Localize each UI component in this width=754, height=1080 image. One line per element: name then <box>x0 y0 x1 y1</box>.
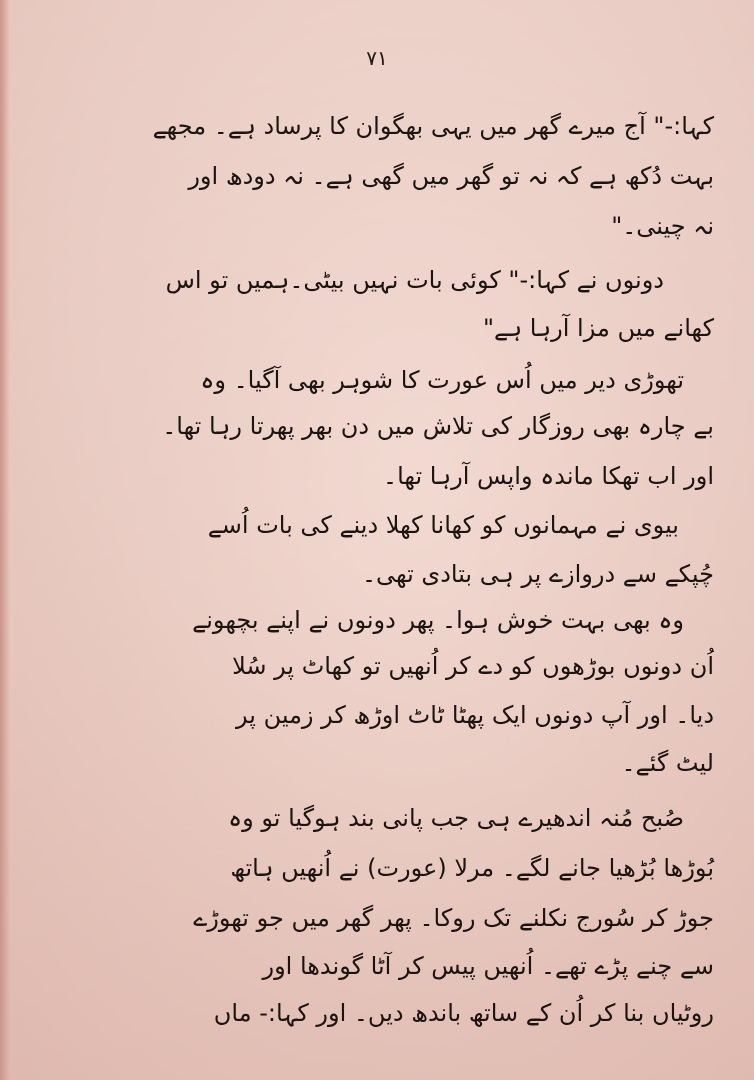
text-line-17: جوڑ کر سُورج نکلنے تک روکا۔ پھر گھر میں جو تھوڑے <box>193 904 714 932</box>
text-line-16: بُوڑھا بُڑھیا جانے لگے۔ مرلا (عورت) نے اُنھیں ہاتھ <box>230 854 714 882</box>
text-line-18: سے چنے پڑے تھے۔ اُنھیں پیس کر آٹا گوندھا اور <box>262 952 714 980</box>
page-number: ۷۱ <box>366 46 388 70</box>
text-line-19: روٹیاں بنا کر اُن کے ساتھ باندھ دیں۔ اور کہا:- ماں <box>213 999 714 1027</box>
text-line-6: تھوڑی دیر میں اُس عورت کا شوہر بھی آگیا۔ وہ <box>200 366 684 394</box>
text-line-9: بیوی نے مہمانوں کو کھانا کھلا دینے کی بات اُسے <box>207 511 679 539</box>
text-line-4: دونوں نے کہا:-" کوئی بات نہیں بیٹی۔ہمیں تو اس <box>165 266 664 294</box>
text-line-11: وہ بھی بہت خوش ہوا۔ پھر دونوں نے اپنے بچھونے <box>192 606 684 634</box>
text-line-2: بہت دُکھ ہے کہ نہ تو گھر میں گھی ہے۔ نہ دودھ اور <box>188 162 714 190</box>
text-line-10: چُپکے سے دروازے پر ہی بتادی تھی۔ <box>361 560 714 588</box>
text-line-12: اُن دونوں بوڑھوں کو دے کر اُنھیں تو کھاٹ پر سُلا <box>232 652 714 680</box>
text-line-3: نہ چینی۔" <box>611 212 714 240</box>
text-line-8: اور اب تھکا ماندہ واپس آرہا تھا۔ <box>383 462 714 490</box>
text-line-7: بے چارہ بھی روزگار کی تلاش میں دن بھر پھرتا رہا تھا۔ <box>162 412 714 440</box>
text-line-14: لیٹ گئے۔ <box>621 749 714 777</box>
text-line-13: دیا۔ اور آپ دونوں ایک پھٹا ٹاٹ اوڑھ کر زمین پر <box>236 701 714 729</box>
page-edge-shadow <box>0 0 10 1080</box>
text-line-15: صُبح مُنہ اندھیرے ہی جب پانی بند ہوگیا تو وہ <box>228 804 684 832</box>
text-line-1: کہا:-" آج میرے گھر میں یہی بھگوان کا پرساد ہے۔ مجھے <box>152 112 714 140</box>
text-line-5: کھانے میں مزا آرہا ہے" <box>483 314 714 342</box>
